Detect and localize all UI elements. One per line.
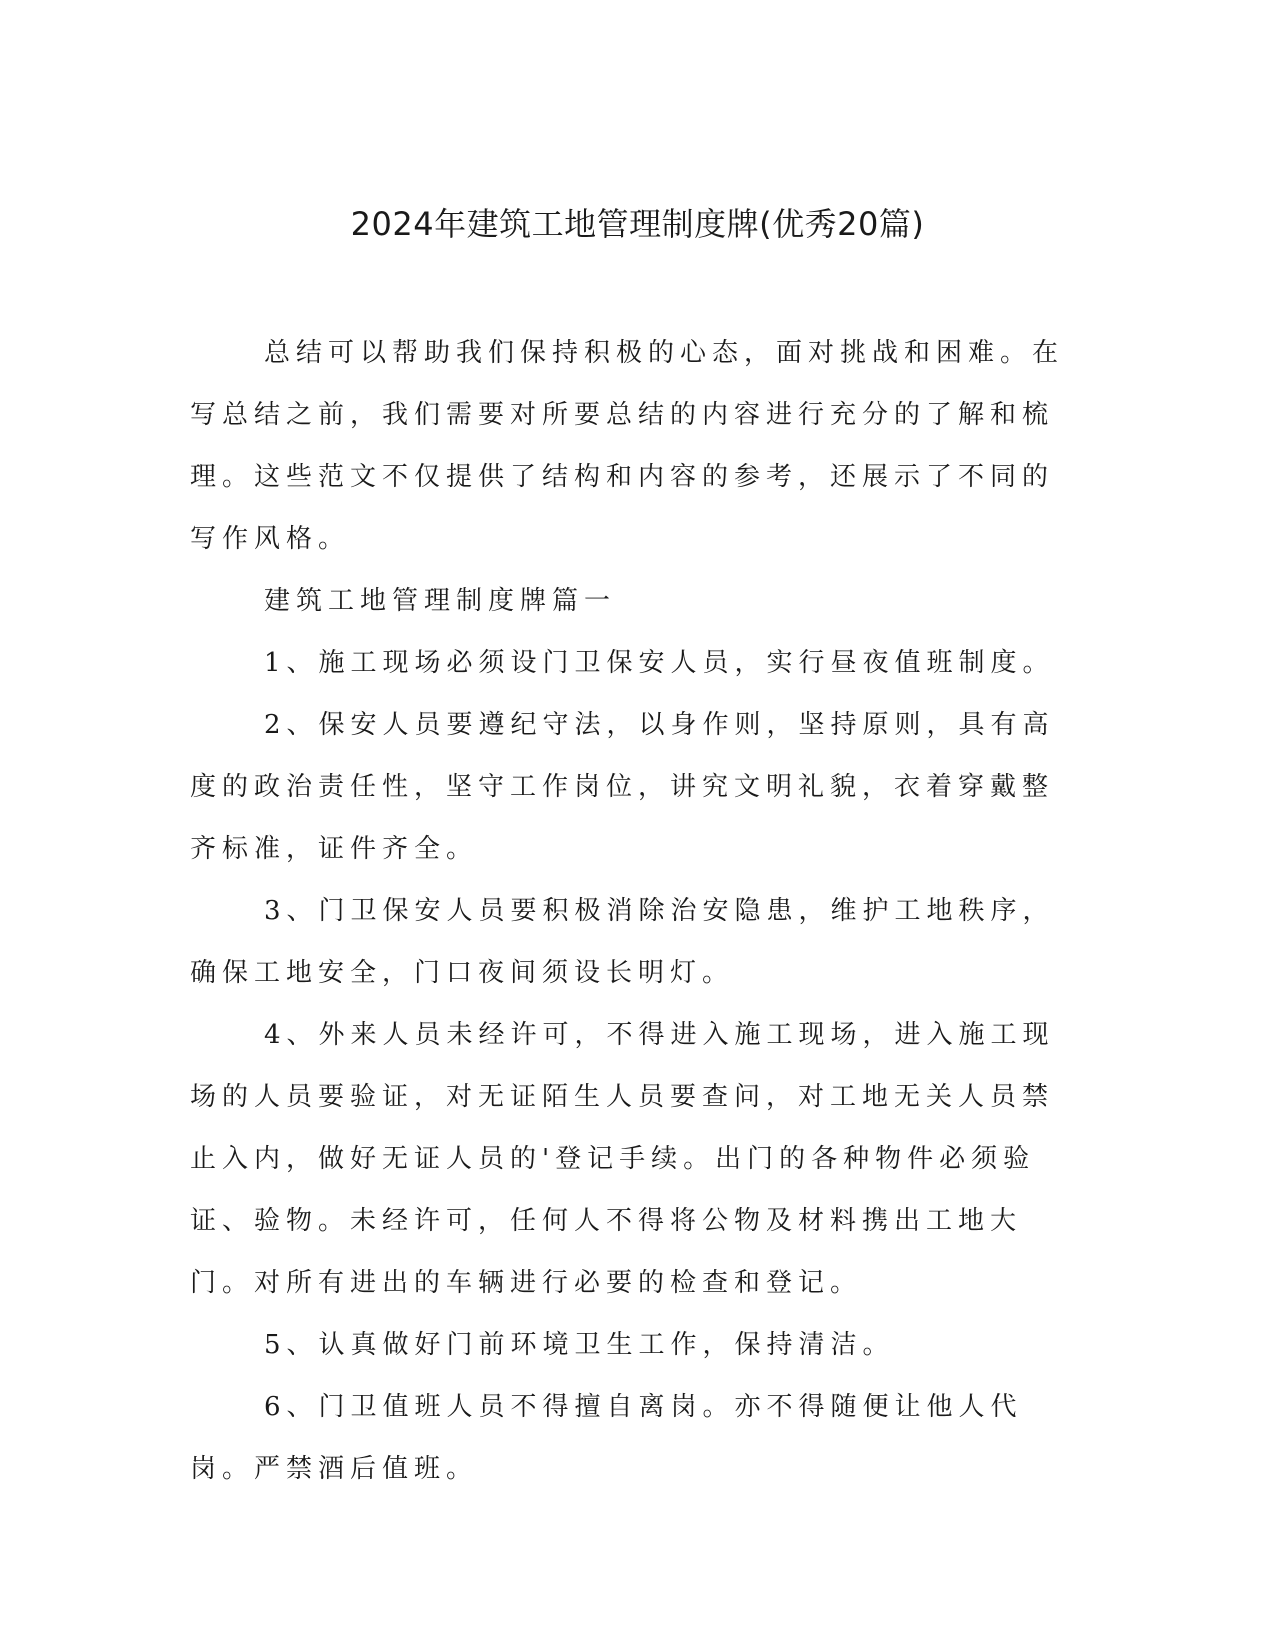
rule-item-3: 3、门卫保安人员要积极消除治安隐患，维护工地秩序，确保工地安全，门口夜间须设长明灯。 (190, 896, 1055, 988)
intro-paragraph: 总结可以帮助我们保持积极的心态，面对挑战和困难。在写总结之前，我们需要对所要总结的内容进行充分的了解和梳理。这些范文不仅提供了结构和内容的参考，还展示了不同的写作风格。 (190, 338, 1065, 554)
rule-item-5: 5、认真做好门前环境卫生工作，保持清洁。 (264, 1330, 895, 1360)
rule-item-2: 2、保安人员要遵纪守法，以身作则，坚持原则，具有高度的政治责任性，坚守工作岗位，讲究文明礼貌，衣着穿戴整齐标准，证件齐全。 (190, 710, 1055, 864)
rule-item-6: 6、门卫值班人员不得擅自离岗。亦不得随便让他人代岗。严禁酒后值班。 (190, 1392, 1023, 1484)
document-title: 2024年建筑工地管理制度牌(优秀20篇) (350, 205, 925, 243)
rule-item-4: 4、外来人员未经许可，不得进入施工现场，进入施工现场的人员要验证，对无证陌生人员要查问，对工地无关人员禁止入内，做好无证人员的'登记手续。出门的各种物件必须验证、验物。未经许可，任何人不得将公物及材料携出工地大门。对所有进出的车辆进行必要的检查和登记。 (190, 1020, 1055, 1298)
document-body (190, 322, 1075, 1500)
rule-item-1: 1、施工现场必须设门卫保安人员，实行昼夜值班制度。 (264, 648, 1055, 678)
section-heading: 建筑工地管理制度牌篇一 (264, 586, 617, 616)
